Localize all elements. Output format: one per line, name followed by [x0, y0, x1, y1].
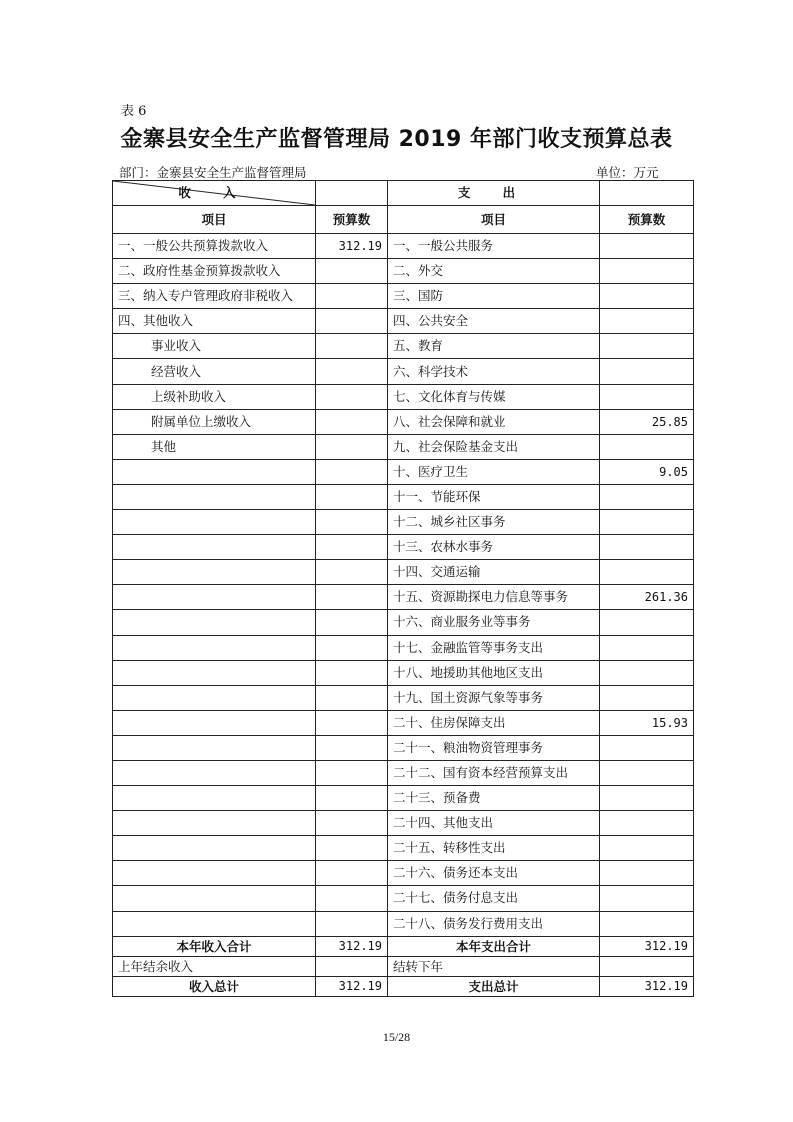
expense-item-cell: 二十六、债务还本支出	[388, 861, 600, 886]
income-amount-cell	[316, 836, 388, 861]
income-amount-cell	[316, 535, 388, 560]
income-item-cell	[113, 886, 316, 911]
expense-amount-cell	[600, 760, 694, 785]
col-header-expense-budget: 预算数	[600, 206, 694, 234]
expense-amount-cell	[600, 484, 694, 509]
income-item-cell	[113, 685, 316, 710]
total-income-label: 收入总计	[113, 976, 316, 996]
expense-amount-cell	[600, 811, 694, 836]
total-expense-label: 支出总计	[388, 976, 600, 996]
income-item-cell: 其他	[113, 434, 316, 459]
expense-item-cell: 十三、农林水事务	[388, 535, 600, 560]
expense-item-cell: 五、教育	[388, 334, 600, 359]
income-item-cell	[113, 735, 316, 760]
income-amount-cell	[316, 459, 388, 484]
unit-label: 单位：万元	[596, 165, 659, 180]
expense-item-cell: 二十四、其他支出	[388, 811, 600, 836]
table-row	[113, 760, 694, 785]
income-amount-cell	[316, 434, 388, 459]
expense-amount-cell	[600, 309, 694, 334]
expense-amount-cell	[600, 535, 694, 560]
table-row	[113, 610, 694, 635]
table-row	[113, 886, 694, 911]
table-row	[113, 786, 694, 811]
income-amount-cell	[316, 710, 388, 735]
carryover-row	[113, 956, 694, 976]
table-row	[113, 484, 694, 509]
table-row	[113, 359, 694, 384]
table-row	[113, 911, 694, 936]
expense-amount-cell: 9.05	[600, 459, 694, 484]
expense-item-cell: 二十五、转移性支出	[388, 836, 600, 861]
income-item-cell	[113, 459, 316, 484]
income-amount-cell	[316, 911, 388, 936]
income-amount-cell	[316, 635, 388, 660]
carry-in-value	[316, 956, 388, 976]
income-item-cell: 经营收入	[113, 359, 316, 384]
carry-in-label: 上年结余收入	[113, 956, 316, 976]
income-item-cell: 上级补助收入	[113, 384, 316, 409]
expense-amount-cell	[600, 560, 694, 585]
table-row	[113, 535, 694, 560]
budget-summary-table	[112, 180, 694, 997]
expense-amount-cell	[600, 384, 694, 409]
expense-header-blank	[600, 181, 694, 206]
expense-amount-cell	[600, 234, 694, 259]
col-header-income-item: 项目	[113, 206, 316, 234]
expense-item-cell: 六、科学技术	[388, 359, 600, 384]
income-amount-cell	[316, 660, 388, 685]
expense-item-cell: 二十二、国有资本经营预算支出	[388, 760, 600, 785]
expense-amount-cell	[600, 359, 694, 384]
table-row	[113, 660, 694, 685]
expense-amount-cell	[600, 334, 694, 359]
expense-item-cell: 二十八、债务发行费用支出	[388, 911, 600, 936]
income-amount-cell	[316, 585, 388, 610]
income-amount-cell	[316, 409, 388, 434]
income-item-cell: 事业收入	[113, 334, 316, 359]
carry-out-label: 结转下年	[388, 956, 600, 976]
expense-amount-cell	[600, 660, 694, 685]
income-amount-cell	[316, 560, 388, 585]
income-item-cell	[113, 510, 316, 535]
expense-amount-cell	[600, 284, 694, 309]
expense-amount-cell: 15.93	[600, 710, 694, 735]
income-amount-cell	[316, 685, 388, 710]
table-row	[113, 384, 694, 409]
income-amount-cell: 312.19	[316, 234, 388, 259]
income-amount-cell	[316, 334, 388, 359]
table-row	[113, 234, 694, 259]
income-item-cell: 二、政府性基金预算拨款收入	[113, 259, 316, 284]
table-row	[113, 259, 694, 284]
income-item-cell	[113, 760, 316, 785]
income-amount-cell	[316, 484, 388, 509]
carry-out-value	[600, 956, 694, 976]
income-amount-cell	[316, 735, 388, 760]
income-amount-cell	[316, 786, 388, 811]
year-income-total-label: 本年收入合计	[113, 936, 316, 956]
expense-amount-cell	[600, 911, 694, 936]
table-row	[113, 710, 694, 735]
year-expense-total: 312.19	[600, 936, 694, 956]
income-amount-cell	[316, 610, 388, 635]
expense-amount-cell	[600, 510, 694, 535]
grand-total-row	[113, 976, 694, 996]
income-item-cell: 附属单位上缴收入	[113, 409, 316, 434]
income-amount-cell	[316, 284, 388, 309]
table-row	[113, 585, 694, 610]
expense-item-cell: 七、文化体育与传媒	[388, 384, 600, 409]
income-amount-cell	[316, 259, 388, 284]
expense-amount-cell	[600, 861, 694, 886]
income-amount-cell	[316, 886, 388, 911]
income-item-cell	[113, 861, 316, 886]
expense-amount-cell	[600, 635, 694, 660]
year-expense-total-label: 本年支出合计	[388, 936, 600, 956]
expense-amount-cell	[600, 685, 694, 710]
department-label: 部门：金寨县安全生产监督管理局	[119, 165, 307, 180]
expense-item-cell: 八、社会保障和就业	[388, 409, 600, 434]
expense-item-cell: 十二、城乡社区事务	[388, 510, 600, 535]
income-amount-cell	[316, 760, 388, 785]
income-item-cell: 三、纳入专户管理政府非税收入	[113, 284, 316, 309]
income-item-cell	[113, 660, 316, 685]
table-row	[113, 560, 694, 585]
income-item-cell	[113, 484, 316, 509]
expense-section-header: 支 出	[388, 181, 600, 206]
expense-amount-cell: 261.36	[600, 585, 694, 610]
income-item-cell: 一、一般公共预算拨款收入	[113, 234, 316, 259]
income-item-cell	[113, 635, 316, 660]
table-row	[113, 409, 694, 434]
expense-item-cell: 二十一、粮油物资管理事务	[388, 735, 600, 760]
table-row	[113, 510, 694, 535]
total-income-value: 312.19	[316, 976, 388, 996]
income-item-cell	[113, 836, 316, 861]
table-row	[113, 836, 694, 861]
expense-amount-cell	[600, 735, 694, 760]
income-amount-cell	[316, 861, 388, 886]
expense-item-cell: 四、公共安全	[388, 309, 600, 334]
table-row	[113, 334, 694, 359]
income-item-cell	[113, 610, 316, 635]
expense-item-cell: 十一、节能环保	[388, 484, 600, 509]
expense-amount-cell	[600, 886, 694, 911]
page-title: 金寨县安全生产监督管理局 2019 年部门收支预算总表	[120, 127, 673, 152]
expense-amount-cell	[600, 259, 694, 284]
table-row	[113, 309, 694, 334]
expense-item-cell: 十、医疗卫生	[388, 459, 600, 484]
col-header-expense-item: 项目	[388, 206, 600, 234]
expense-item-cell: 十九、国土资源气象等事务	[388, 685, 600, 710]
income-amount-cell	[316, 510, 388, 535]
income-item-cell	[113, 710, 316, 735]
expense-amount-cell	[600, 786, 694, 811]
expense-item-cell: 三、国防	[388, 284, 600, 309]
table-row	[113, 434, 694, 459]
header-row-columns	[113, 206, 694, 234]
col-header-income-budget: 预算数	[316, 206, 388, 234]
table-row	[113, 635, 694, 660]
income-section-header	[113, 181, 316, 206]
income-item-cell	[113, 535, 316, 560]
income-item-cell	[113, 560, 316, 585]
income-amount-cell	[316, 309, 388, 334]
income-header-label: 收 入	[178, 185, 250, 200]
income-item-cell	[113, 911, 316, 936]
expense-amount-cell: 25.85	[600, 409, 694, 434]
table-row	[113, 735, 694, 760]
expense-item-cell: 一、一般公共服务	[388, 234, 600, 259]
income-amount-cell	[316, 359, 388, 384]
income-item-cell	[113, 811, 316, 836]
expense-item-cell: 十五、资源勘探电力信息等事务	[388, 585, 600, 610]
table-number: 表 6	[121, 104, 147, 119]
page-number: 15/28	[382, 1030, 411, 1044]
expense-item-cell: 二十七、债务付息支出	[388, 886, 600, 911]
expense-item-cell: 二十、住房保障支出	[388, 710, 600, 735]
total-expense-value: 312.19	[600, 976, 694, 996]
expense-amount-cell	[600, 836, 694, 861]
year-total-row	[113, 936, 694, 956]
expense-item-cell: 十七、金融监管等事务支出	[388, 635, 600, 660]
income-amount-cell	[316, 384, 388, 409]
expense-item-cell: 十八、地援助其他地区支出	[388, 660, 600, 685]
income-header-blank	[316, 181, 388, 206]
header-row-sections	[113, 181, 694, 206]
table-row	[113, 811, 694, 836]
expense-item-cell: 十四、交通运输	[388, 560, 600, 585]
expense-amount-cell	[600, 434, 694, 459]
expense-item-cell: 二十三、预备费	[388, 786, 600, 811]
table-row	[113, 284, 694, 309]
income-item-cell	[113, 786, 316, 811]
table-row	[113, 459, 694, 484]
income-item-cell	[113, 585, 316, 610]
table-row	[113, 861, 694, 886]
expense-item-cell: 二、外交	[388, 259, 600, 284]
year-income-total: 312.19	[316, 936, 388, 956]
income-item-cell: 四、其他收入	[113, 309, 316, 334]
income-amount-cell	[316, 811, 388, 836]
expense-item-cell: 十六、商业服务业等事务	[388, 610, 600, 635]
expense-amount-cell	[600, 610, 694, 635]
expense-item-cell: 九、社会保险基金支出	[388, 434, 600, 459]
table-row	[113, 685, 694, 710]
